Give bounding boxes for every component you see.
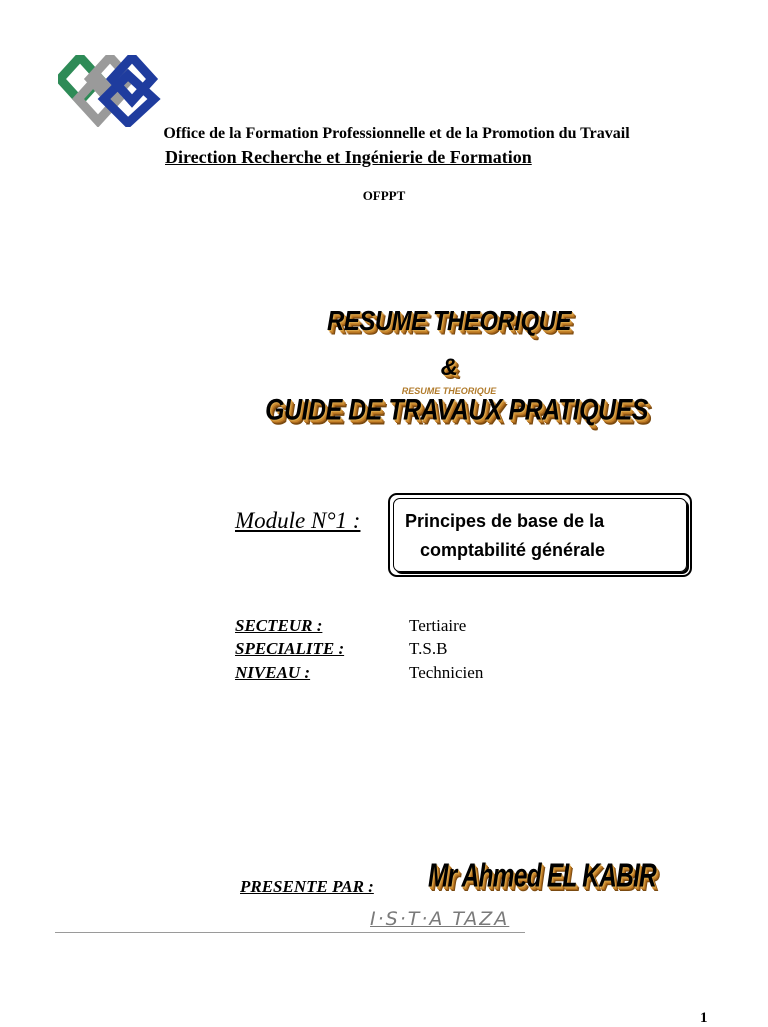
title-ghost: RESUME THEORIQUE <box>401 386 497 396</box>
module-name-line-2: comptabilité générale <box>420 540 606 560</box>
footer-rule <box>55 932 525 933</box>
acronym: OFPPT <box>362 188 406 203</box>
page-number: 1 <box>700 1010 708 1026</box>
direction-name: Direction Recherche et Ingénierie de Formation <box>165 147 532 167</box>
module-box <box>388 493 692 577</box>
level-value: Technicien <box>409 663 484 682</box>
title-line-2: GUIDE DE TRAVAUX PRATIQUES <box>265 393 648 427</box>
module-name-line-1: Principes de base de la <box>405 511 605 531</box>
specialty-label: SPECIALITE : <box>235 639 345 658</box>
sector-label: SECTEUR : <box>235 616 323 635</box>
title-ampersand: & <box>440 354 458 381</box>
title-line-1: RESUME THEORIQUE <box>326 305 572 337</box>
specialty-value: T.S.B <box>409 639 448 658</box>
presented-by-label: PRESENTE PAR : <box>240 877 374 896</box>
module-label: Module N°1 : <box>235 508 361 533</box>
sector-value: Tertiaire <box>409 616 467 635</box>
author-name: Mr Ahmed EL KABIR <box>428 858 656 895</box>
ofppt-diamond-logo-icon <box>58 55 162 127</box>
organization-name: Office de la Formation Professionnelle et de la Promotion du Travail <box>163 125 630 142</box>
level-label: NIVEAU : <box>235 663 311 682</box>
institute-name: I·S·T·A TAZA <box>370 908 510 930</box>
